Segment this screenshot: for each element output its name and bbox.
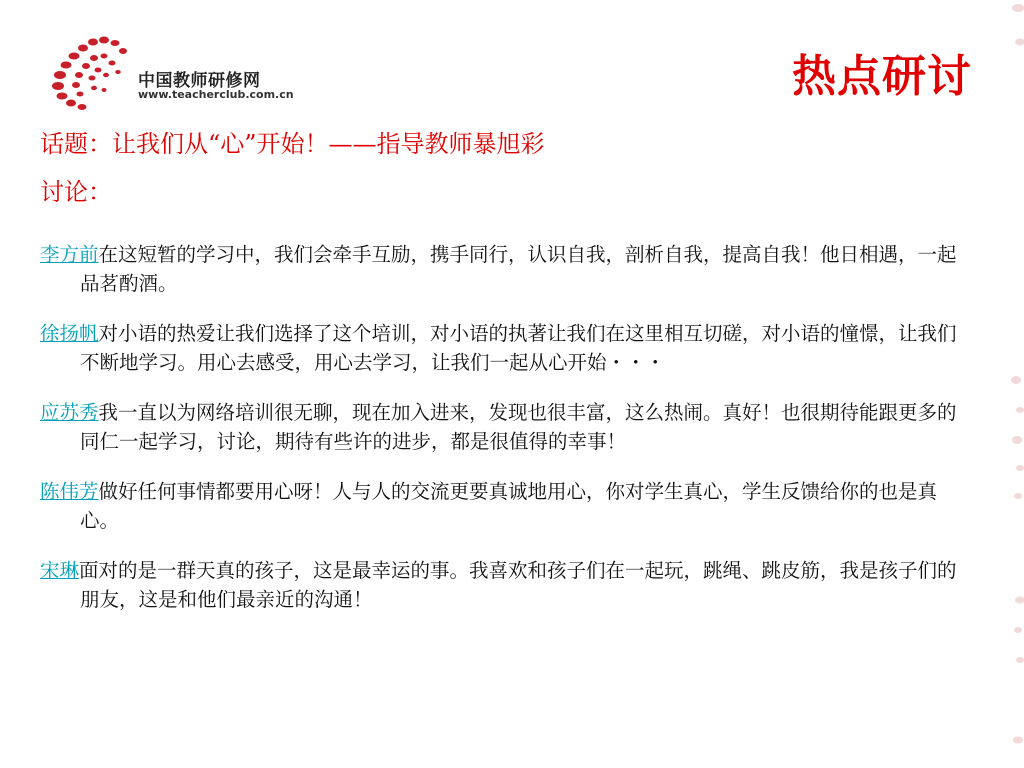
logo-dots-icon	[46, 30, 138, 110]
comment-author-link[interactable]: 应苏秀	[40, 401, 99, 424]
comment-author-link[interactable]: 宋琳	[40, 559, 80, 582]
decorative-dots-border	[998, 0, 1024, 768]
comment-item	[40, 319, 970, 377]
logo-chinese-text: 中国教师研修网	[138, 71, 261, 91]
comment-item	[40, 398, 970, 456]
comment-text: 对小语的热爱让我们选择了这个培训，对小语的执著让我们在这里相互切磋，对小语的憧憬，让我们不断地学习。用心去感受，用心去学习，让我们一起从心开始・・・	[80, 322, 957, 374]
comment-text: 做好任何事情都要用心呀！人与人的交流更要真诚地用心，你对学生真心，学生反馈给你的也是真心。	[80, 480, 938, 532]
comment-item	[40, 240, 970, 298]
logo-url-text: www.teacherclub.com.cn	[138, 88, 294, 101]
topic-heading: 话题：让我们从“心”开始！——指导教师暴旭彩	[40, 130, 545, 158]
page-title: 热点研讨	[792, 51, 972, 102]
comment-text: 在这短暂的学习中，我们会牵手互励，携手同行，认识自我，剖析自我，提高自我！他日相遇，一起品茗酌酒。	[80, 243, 957, 295]
comment-text: 面对的是一群天真的孩子，这是最幸运的事。我喜欢和孩子们在一起玩，跳绳、跳皮筋，我是孩子们的朋友，这是和他们最亲近的沟通！	[79, 559, 957, 611]
comment-author-link[interactable]: 李方前	[40, 243, 99, 266]
comment-list	[40, 240, 970, 635]
site-logo	[46, 30, 306, 110]
discussion-label: 讨论：	[40, 178, 112, 206]
comment-item	[40, 477, 970, 535]
comment-author-link[interactable]: 徐扬帆	[40, 322, 99, 345]
comment-author-link[interactable]: 陈伟芳	[40, 480, 99, 503]
comment-text: 我一直以为网络培训很无聊，现在加入进来，发现也很丰富，这么热闹。真好！也很期待能跟更多的同仁一起学习，讨论，期待有些许的进步，都是很值得的幸事！	[80, 401, 957, 453]
comment-item	[40, 556, 970, 614]
